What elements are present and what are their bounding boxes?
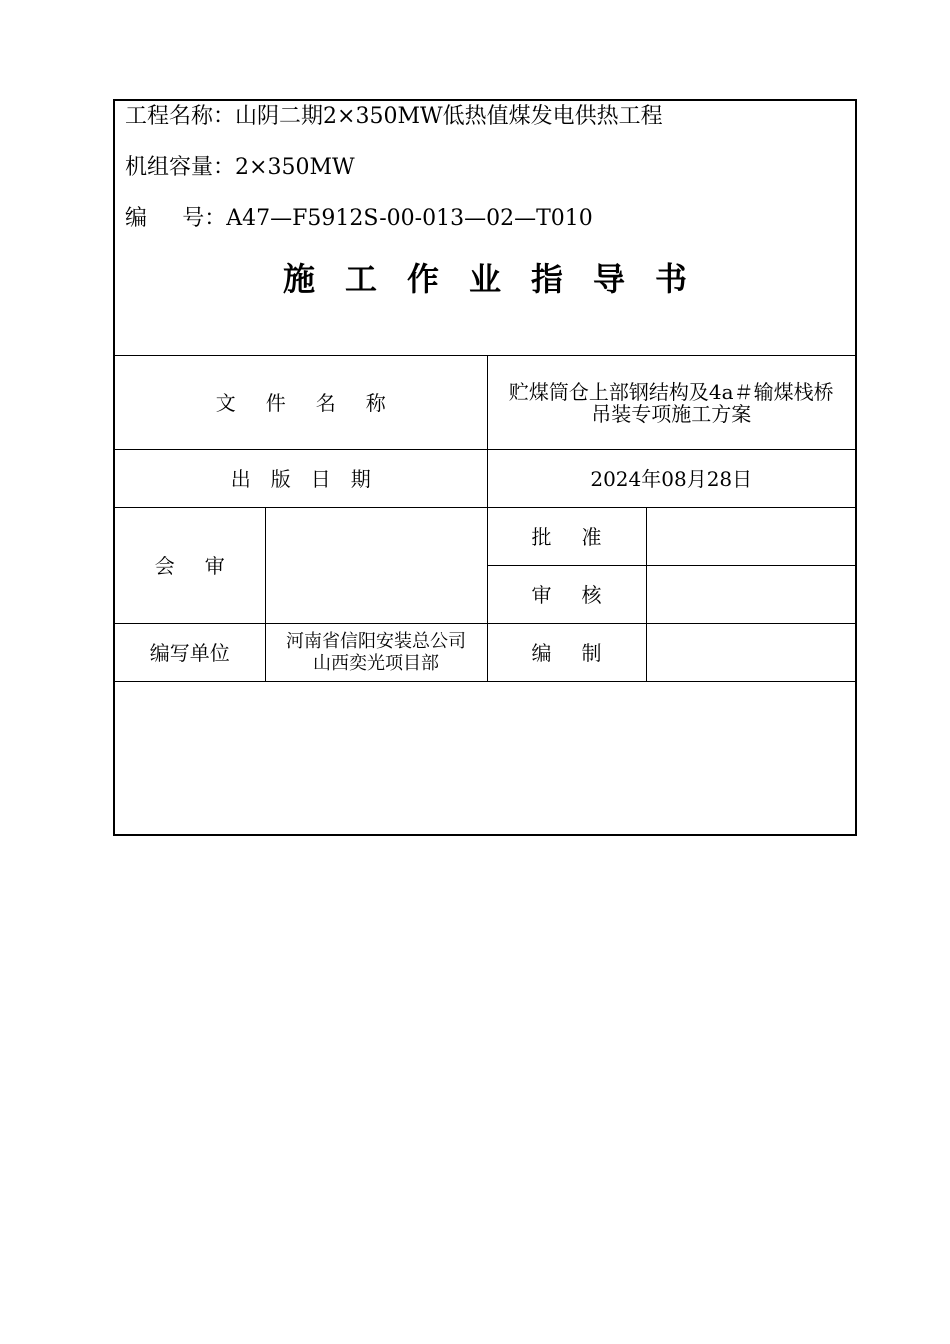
table-row [115, 682, 855, 835]
writer-unit-label: 编写单位 [115, 624, 265, 682]
audit-label: 审核 [487, 566, 646, 624]
instruction-cover-form [113, 99, 857, 836]
unit-capacity-label: 机组容量： [125, 155, 236, 180]
publish-date-label: 出版日期 [115, 450, 487, 508]
writer-unit-line1: 河南省信阳安装总公司 [286, 630, 466, 652]
document-number-label-left: 编 [125, 206, 183, 231]
publish-date-value: 2024年08月28日 [487, 450, 855, 508]
approve-label: 批准 [487, 508, 646, 566]
writer-unit-line2: 山西奕光项目部 [313, 652, 439, 674]
remarks-blank-area [115, 682, 855, 835]
table-row [115, 508, 855, 566]
document-number-line [125, 205, 593, 233]
document-title: 施工作业指导书 [282, 260, 717, 298]
document-number-value: A47—F5912S-00-013—02—T010 [226, 206, 593, 231]
table-row [115, 450, 855, 508]
audit-value [646, 566, 855, 624]
compile-value [646, 624, 855, 682]
table-row [115, 356, 855, 450]
compile-label: 编制 [487, 624, 646, 682]
file-name-label: 文件名称 [115, 356, 487, 450]
project-name-line [125, 103, 663, 131]
unit-capacity-line [125, 154, 355, 182]
review-value [265, 508, 487, 624]
project-name-value: 山阴二期2×350MW低热值煤发电供热工程 [235, 104, 663, 129]
file-name-value: 贮煤筒仓上部钢结构及4a＃输煤栈桥吊装专项施工方案 [487, 356, 855, 450]
document-info-table [115, 355, 855, 835]
writer-unit-value [265, 624, 487, 682]
project-name-label: 工程名称： [125, 104, 236, 129]
document-number-label-right: 号： [182, 206, 227, 231]
unit-capacity-value: 2×350MW [235, 155, 355, 180]
table-row [115, 624, 855, 682]
approve-value [646, 508, 855, 566]
review-label: 会审 [115, 508, 265, 624]
